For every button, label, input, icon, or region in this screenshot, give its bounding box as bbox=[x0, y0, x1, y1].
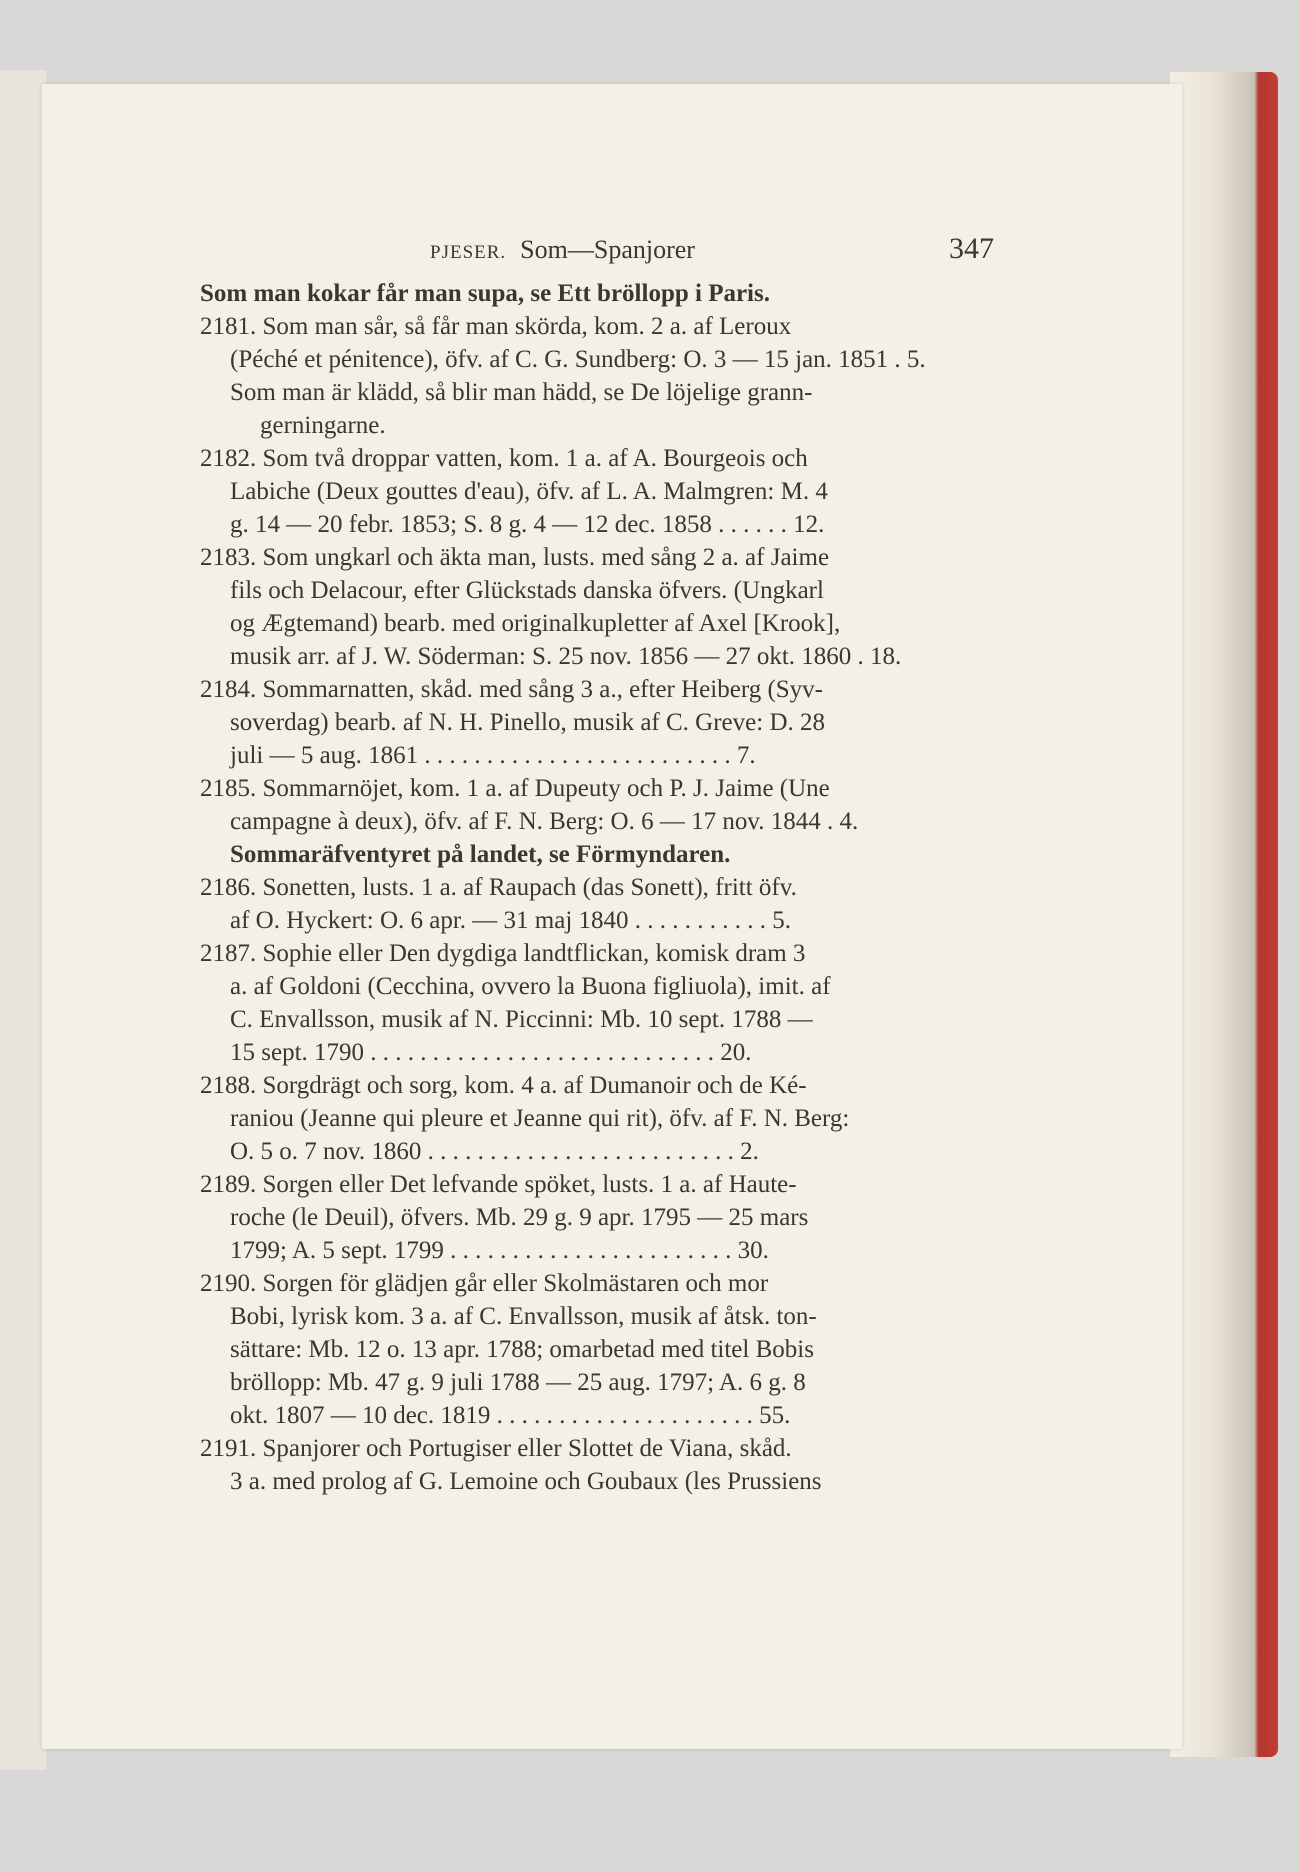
facing-page-edge bbox=[0, 70, 46, 1770]
text-line: O. 5 o. 7 nov. 1860 . . . . . . . . . . . . . . . . . . . . . . . . . 2. bbox=[230, 1138, 759, 1165]
text-line: Som man kokar får man supa, se Ett bröllopp i Paris. bbox=[200, 280, 770, 307]
running-header bbox=[200, 232, 1000, 269]
entry-list bbox=[200, 277, 1000, 1498]
text-line: gerningarne. bbox=[260, 412, 386, 439]
text-line: 2185. Sommarnöjet, kom. 1 a. af Dupeuty och P. J. Jaime (Une bbox=[200, 775, 830, 802]
text-line: fils och Delacour, efter Glückstads danska öfvers. (Ungkarl bbox=[230, 577, 824, 604]
text-line: 15 sept. 1790 . . . . . . . . . . . . . . . . . . . . . . . . . . . . 20. bbox=[230, 1039, 752, 1066]
text-line: roche (le Deuil), öfvers. Mb. 29 g. 9 apr. 1795 — 25 mars bbox=[230, 1204, 809, 1231]
section-label: PJESER. bbox=[430, 242, 507, 263]
page-number: 347 bbox=[949, 232, 994, 265]
book-fore-edge bbox=[1170, 72, 1278, 1757]
text-line: 2183. Som ungkarl och äkta man, lusts. med sång 2 a. af Jaime bbox=[200, 544, 830, 571]
text-line: soverdag) bearb. af N. H. Pinello, musik af C. Greve: D. 28 bbox=[230, 709, 825, 736]
header-title: Som—Spanjorer bbox=[520, 235, 695, 264]
text-line: 3 a. med prolog af G. Lemoine och Goubaux (les Prussiens bbox=[230, 1468, 822, 1495]
text-line: campagne à deux), öfv. af F. N. Berg: O. 6 — 17 nov. 1844 . 4. bbox=[230, 808, 859, 835]
text-line: 1799; A. 5 sept. 1799 . . . . . . . . . . . . . . . . . . . . . . . 30. bbox=[230, 1237, 769, 1264]
text-line: Sommaräfventyret på landet, se Förmyndaren. bbox=[230, 841, 731, 868]
text-line: okt. 1807 — 10 dec. 1819 . . . . . . . . . . . . . . . . . . . . . 55. bbox=[230, 1402, 791, 1429]
text-line: Labiche (Deux gouttes d'eau), öfv. af L. A. Malmgren: M. 4 bbox=[230, 478, 828, 505]
page-content bbox=[200, 232, 1000, 1498]
text-line: 2189. Sorgen eller Det lefvande spöket, lusts. 1 a. af Haute- bbox=[200, 1171, 797, 1198]
text-line: 2184. Sommarnatten, skåd. med sång 3 a., efter Heiberg (Syv- bbox=[200, 676, 823, 703]
text-line: musik arr. af J. W. Söderman: S. 25 nov. 1856 — 27 okt. 1860 . 18. bbox=[230, 643, 902, 670]
text-line: 2188. Sorgdrägt och sorg, kom. 4 a. af Dumanoir och de Ké- bbox=[200, 1072, 807, 1099]
text-line: raniou (Jeanne qui pleure et Jeanne qui rit), öfv. af F. N. Berg: bbox=[230, 1105, 850, 1132]
text-line: g. 14 — 20 febr. 1853; S. 8 g. 4 — 12 dec. 1858 . . . . . . 12. bbox=[230, 511, 825, 538]
text-line: Bobi, lyrisk kom. 3 a. af C. Envallsson, musik af åtsk. ton- bbox=[230, 1303, 817, 1330]
text-line: Som man är klädd, så blir man hädd, se De löjelige grann- bbox=[230, 379, 813, 406]
text-line: 2190. Sorgen för glädjen går eller Skolmästaren och mor bbox=[200, 1270, 769, 1297]
text-line: 2181. Som man sår, så får man skörda, kom. 2 a. af Leroux bbox=[200, 313, 792, 340]
text-line: (Péché et pénitence), öfv. af C. G. Sundberg: O. 3 — 15 jan. 1851 . 5. bbox=[230, 346, 926, 373]
text-line: 2186. Sonetten, lusts. 1 a. af Raupach (das Sonett), fritt öfv. bbox=[200, 874, 797, 901]
text-line: a. af Goldoni (Cecchina, ovvero la Buona figliuola), imit. af bbox=[230, 973, 831, 1000]
text-line: af O. Hyckert: O. 6 apr. — 31 maj 1840 . . . . . . . . . . . 5. bbox=[230, 907, 792, 934]
text-line: 2182. Som två droppar vatten, kom. 1 a. af A. Bourgeois och bbox=[200, 445, 808, 472]
text-line: sättare: Mb. 12 o. 13 apr. 1788; omarbetad med titel Bobis bbox=[230, 1336, 814, 1363]
text-line: 2191. Spanjorer och Portugiser eller Slottet de Viana, skåd. bbox=[200, 1435, 792, 1462]
text-line: bröllopp: Mb. 47 g. 9 juli 1788 — 25 aug. 1797; A. 6 g. 8 bbox=[230, 1369, 806, 1396]
text-line: C. Envallsson, musik af N. Piccinni: Mb. 10 sept. 1788 — bbox=[230, 1006, 813, 1033]
text-line: 2187. Sophie eller Den dygdiga landtflickan, komisk dram 3 bbox=[200, 940, 806, 967]
text-line: og Ægtemand) bearb. med originalkupletter af Axel [Krook], bbox=[230, 610, 841, 637]
text-line: juli — 5 aug. 1861 . . . . . . . . . . . . . . . . . . . . . . . . . 7. bbox=[230, 742, 756, 769]
